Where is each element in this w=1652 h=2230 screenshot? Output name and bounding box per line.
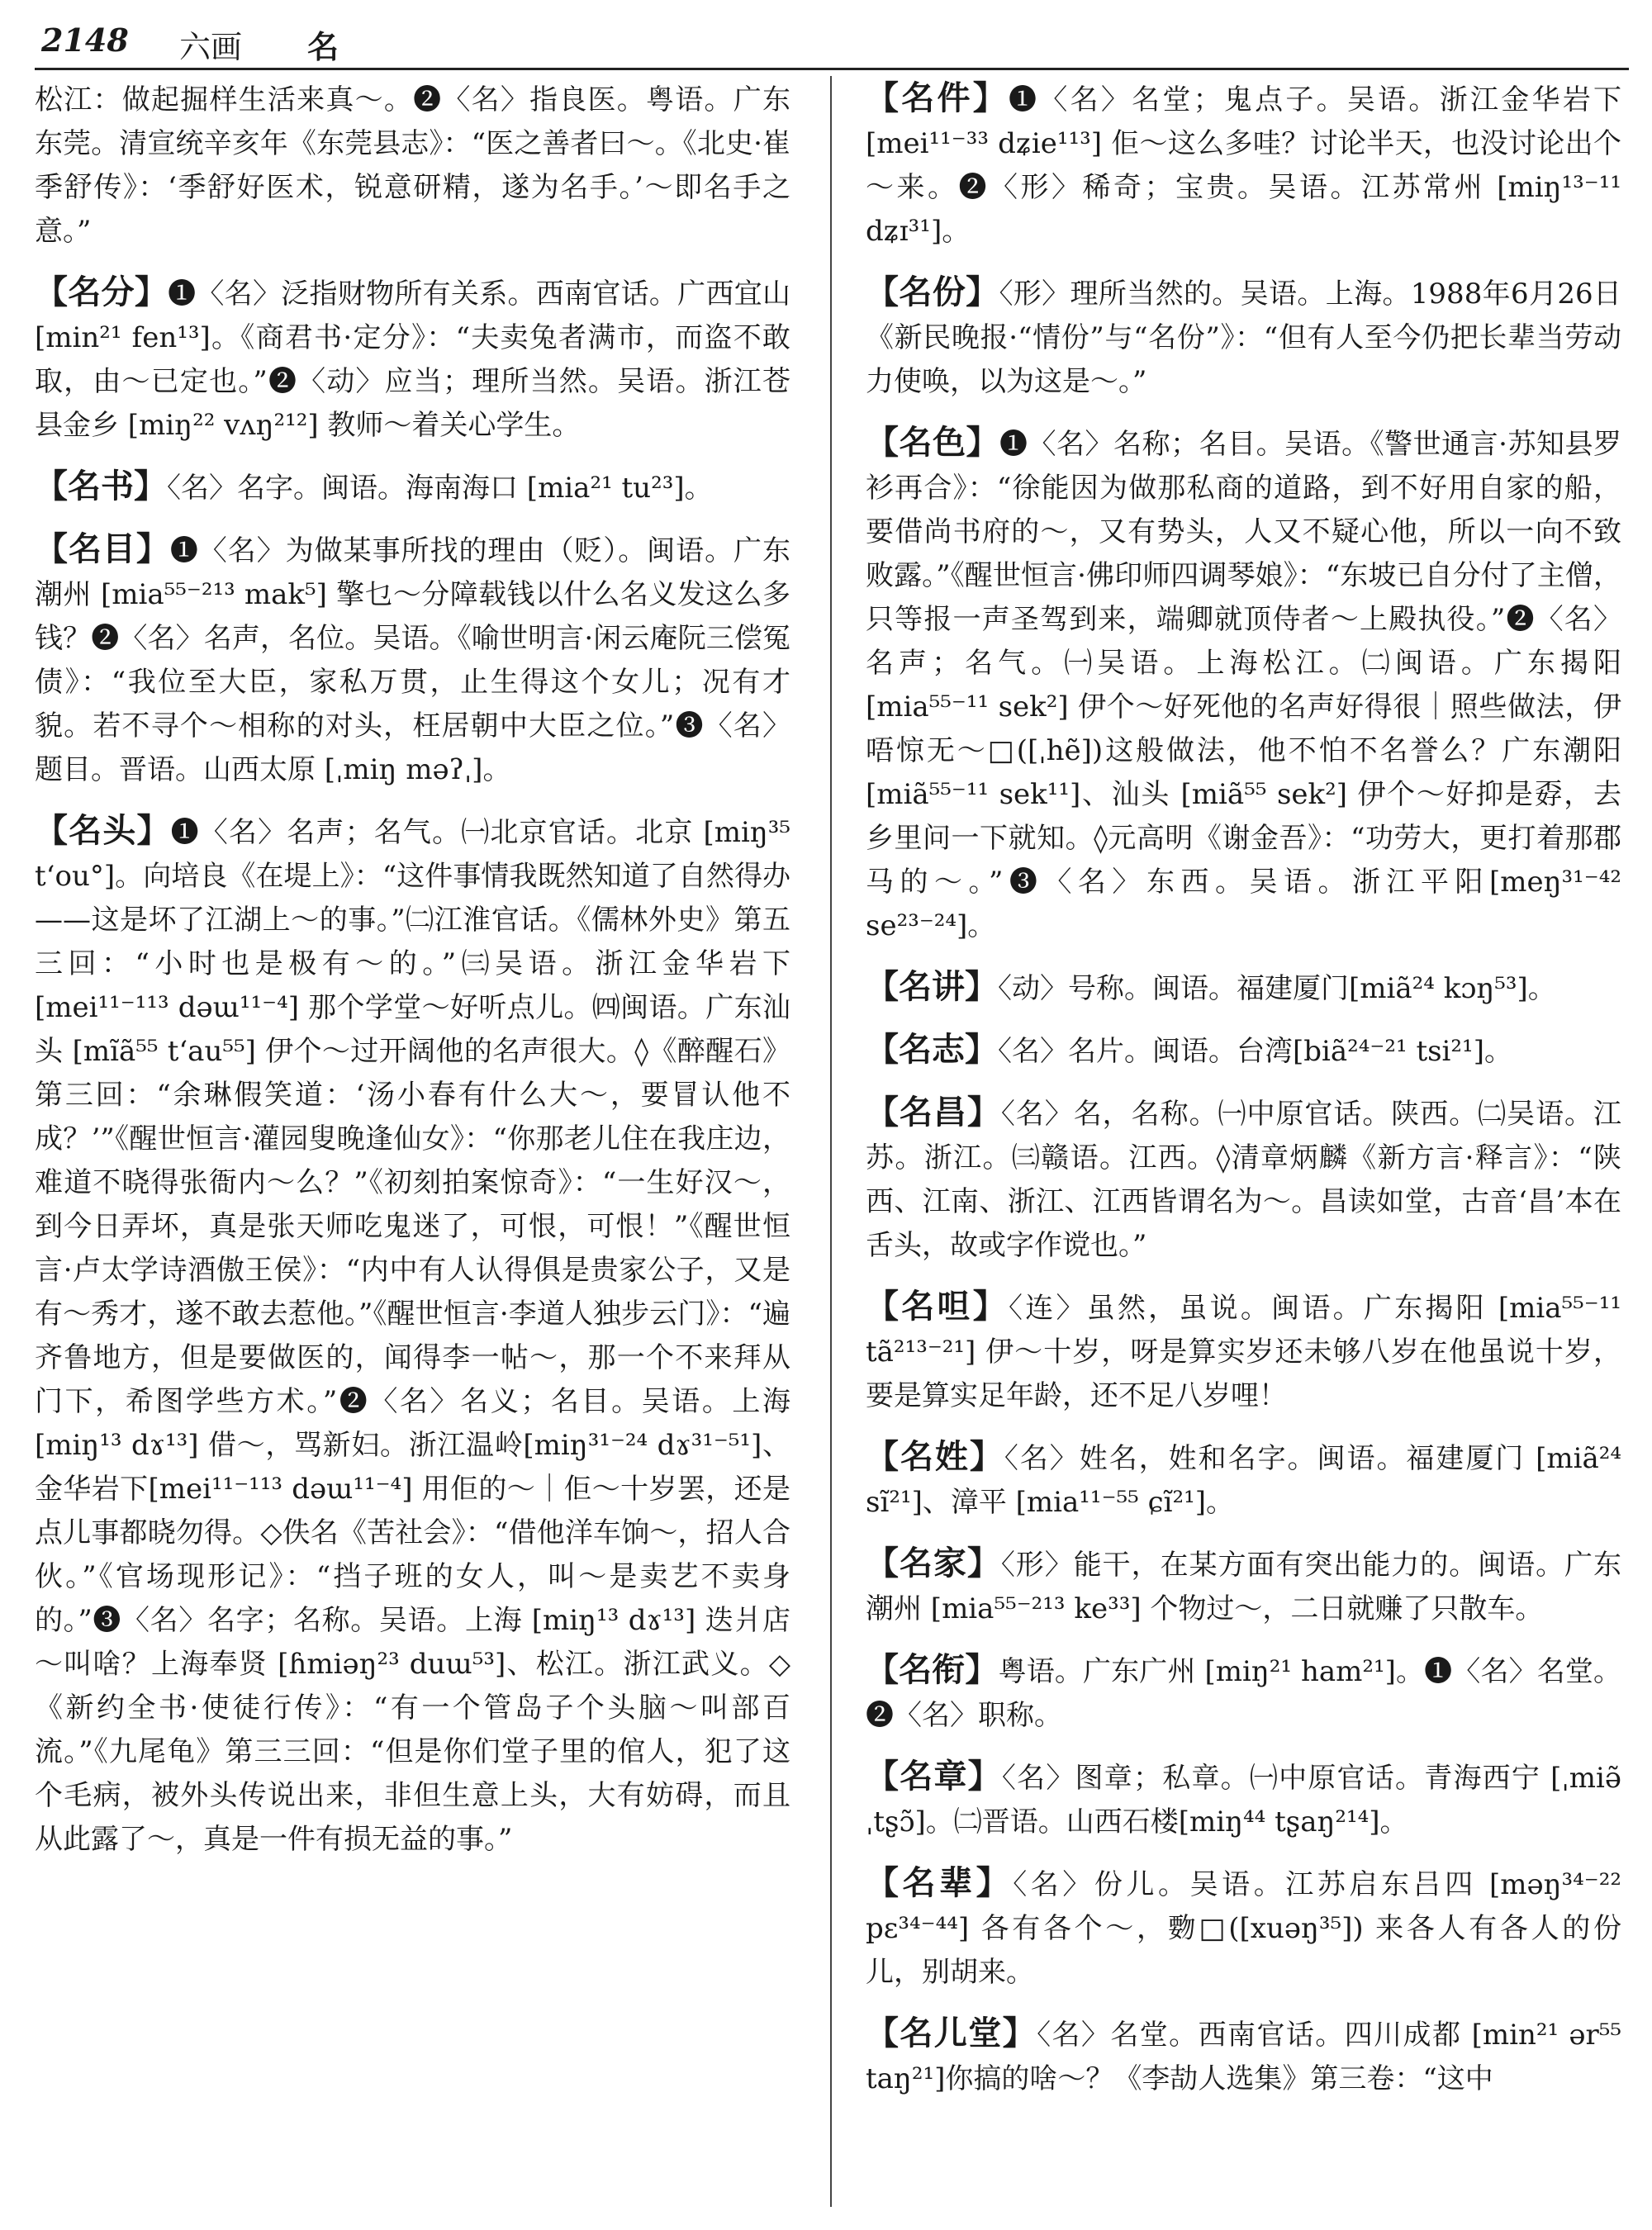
entry-headword: 【名家】 (866, 1544, 1001, 1582)
entry-definition: ❶〈名〉为做某事所找的理由（贬）。闽语。广东潮州 [mia⁵⁵⁻²¹³ mak⁵] 擎乜～分障载钱以什么名义发这么多钱？❷〈名〉名声，名位。吴语。《喻世明言·闲云庵阮三偿冤债》：“我位至大臣，家私万贯，止生得这个女儿；况有才貌。若不寻个～相称的对头，枉居朝中大臣之位。”❸〈名〉题目。晋语。山西太原 [ˌmiŋ məʔˌ]。 (35, 534, 791, 786)
entry-headword: 【名昌】 (866, 1093, 1001, 1132)
entry-definition: 〈动〉号称。闽语。福建厦门[miã²⁴ kɔŋ⁵³]。 (998, 972, 1556, 1005)
entry-headword: 【名儿堂】 (866, 2014, 1037, 2052)
header-character: 名 (307, 28, 339, 65)
column-divider (830, 76, 832, 2207)
dictionary-entry (866, 1754, 1621, 1844)
entry-definition: 〈名〉名字。闽语。海南海口 [mia²¹ tu²³]。 (167, 472, 713, 505)
entry-headword: 【名讲】 (866, 967, 998, 1006)
page-number: 2148 (41, 21, 129, 59)
entry-definition: 〈名〉图章；私章。㈠中原官话。青海西宁 [ˌmiə̃ ˌtʂɔ̃]。㈡晋语。山西石楼[miŋ⁴⁴ tʂaŋ²¹⁴]。 (866, 1762, 1621, 1839)
dictionary-entry (866, 1435, 1621, 1525)
entry-definition: ❶〈名〉名堂；鬼点子。吴语。浙江金华岩下 [mei¹¹⁻³³ dʑie¹¹³] 佢～这么多哇？讨论半天，也没讨论出个～来。❷〈形〉稀奇；宝贵。吴语。江苏常州 [miŋ¹³⁻¹¹ dʑɪ³¹]。 (866, 83, 1622, 248)
dictionary-entry (866, 270, 1621, 404)
entry-definition: 〈形〉能干，在某方面有突出能力的。闽语。广东潮州 [mia⁵⁵⁻²¹³ ke³³] 个物过～，二日就赚了只散车。 (866, 1549, 1622, 1625)
dictionary-entry (35, 809, 790, 1862)
right-column (866, 76, 1621, 2118)
running-header (35, 17, 1629, 70)
dictionary-entry (866, 1027, 1621, 1074)
dictionary-entry (866, 420, 1621, 948)
entry-definition: 〈连〉虽然，虽说。闽语。广东揭阳 [mia⁵⁵⁻¹¹ tã²¹³⁻²¹] 伊～十岁，呀是算实岁还未够八岁在他虽说十岁，要是算实足年龄，还不足八岁哩！ (866, 1292, 1622, 1412)
entry-definition: 松江：做起掘样生活来真～。❷〈名〉指良医。粤语。广东东莞。清宣统辛亥年《东莞县志》：“医之善者曰～。《北史·崔季舒传》：‘季舒好医术，锐意研精，遂为名手。’～即名手之意。” (35, 83, 790, 248)
dictionary-entry (866, 1284, 1621, 1418)
dictionary-entry (866, 2011, 1621, 2101)
left-column (35, 76, 790, 1878)
dictionary-entry (866, 965, 1621, 1011)
entry-headword: 【名姓】 (866, 1437, 1004, 1476)
entry-headword: 【名呾】 (866, 1287, 1009, 1326)
dictionary-entry (35, 76, 790, 254)
dictionary-entry (866, 76, 1621, 254)
dictionary-entry (866, 1861, 1621, 1995)
dictionary-entry (866, 1090, 1621, 1268)
entry-definition: 〈名〉名片。闽语。台湾[biã²⁴⁻²¹ tsi²¹]。 (998, 1035, 1512, 1068)
entry-headword: 【名头】 (35, 811, 171, 850)
entry-headword: 【名目】 (35, 529, 170, 568)
entry-definition: 〈名〉姓名，姓和名字。闽语。福建厦门 [miã²⁴ sĩ²¹]、漳平 [mia¹¹⁻⁵⁵ ɕĩ²¹]。 (866, 1442, 1621, 1519)
entry-definition: 粤语。广东广州 [miŋ²¹ ham²¹]。❶〈名〉名堂。❷〈名〉职称。 (866, 1655, 1621, 1732)
dictionary-entry (866, 1648, 1621, 1738)
entry-definition: ❶〈名〉泛指财物所有关系。西南官话。广西宜山[min²¹ fen¹³]。《商君书·定分》：“夫卖兔者满市，而盗不敢取，由～已定也。”❷〈动〉应当；理所当然。吴语。浙江苍县金乡 [miŋ²² vʌŋ²¹²] 教师～着关心学生。 (35, 278, 791, 442)
entry-headword: 【名志】 (866, 1030, 998, 1069)
entry-definition: ❶〈名〉名称；名目。吴语。《警世通言·苏知县罗衫再合》：“徐能因为做那私商的道路，到不好用自家的船，要借尚书府的～，又有势头，人又不疑心他，所以一向不致败露。”《醒世恒言·佛印师四调琴娘》：“东坡已自分付了主僧，只等报一声圣驾到来，端卿就顶侍者～上殿执役。”❷〈名〉名声；名气。㈠吴语。上海松江。㈡闽语。广东揭阳 [mia⁵⁵⁻¹¹ sek²] 伊个～好死他的名声好得很｜照些做法，伊唔惊无～□([ˌhẽ])这般做法，他不怕不名誉么？广东潮阳[miã⁵⁵⁻¹¹ sek¹¹]、汕头 [miã⁵⁵ sek²] 伊个～好抑是孬，去乡里问一下就知。◊元高明《谢金吾》：“功劳大，更打着那郡马的～。”❸〈名〉东西。吴语。浙江平阳[meŋ³¹⁻⁴² se²³⁻²⁴]。 (866, 428, 1621, 942)
entry-headword: 【名衔】 (866, 1650, 999, 1689)
dictionary-entry (866, 1541, 1621, 1631)
entry-definition: 〈名〉名堂。西南官话。四川成都 [min²¹ ər⁵⁵ taŋ²¹]你搞的啥～？《李劼人选集》第三卷：“这中 (866, 2019, 1621, 2095)
entry-definition: 〈形〉理所当然的。吴语。上海。1988年6月26日《新民晚报·“情份”与“名份”》：“但有人至今仍把长辈当劳动力使唤，以为这是～。” (866, 278, 1622, 398)
entry-headword: 【名辈】 (866, 1863, 1014, 1902)
entry-headword: 【名分】 (35, 273, 169, 311)
entry-definition: 〈名〉名，名称。㈠中原官话。陕西。㈡吴语。江苏。浙江。㈢赣语。江西。◊清章炳麟《新方言·释言》：“陕西、江南、浙江、江西皆谓名为～。昌读如堂，古音‘昌’本在舌头，故或字作谠也。” (866, 1098, 1622, 1262)
stroke-count-label: 六画 (179, 29, 243, 65)
dictionary-entry (35, 270, 790, 448)
dictionary-entry (35, 464, 790, 510)
entry-definition: ❶〈名〉名声；名气。㈠北京官话。北京 [miŋ³⁵ tʻou°]。向培良《在堤上》：“这件事情我既然知道了自然得办——这是坏了江湖上～的事。”㈡江淮官话。《儒林外史》第五三回：“小时也是极有～的。”㈢吴语。浙江金华岩下 [mei¹¹⁻¹¹³ dəɯ¹¹⁻⁴] 那个学堂～好听点儿。㈣闽语。广东汕头 [mĩã⁵⁵ tʻau⁵⁵] 伊个～过开阔他的名声很大。◊《醉醒石》第三回：“余琳假笑道：‘汤小春有什么大～，要冒认他不成？’”《醒世恒言·灌园叟晚逢仙女》：“你那老儿住在我庄边，难道不晓得张衙内～么？”《初刻拍案惊奇》：“一生好汉～，到今日弄坏，真是张天师吃鬼迷了，可恨，可恨！”《醒世恒言·卢太学诗酒傲王侯》：“内中有人认得俱是贵家公子，又是有～秀才，遂不敢去惹他。”《醒世恒言·李道人独步云门》：“遍齐鲁地方，但是要做医的，闻得李一帖～，那一个不来拜从门下，希图学些方术。”❷〈名〉名义；名目。吴语。上海 [miŋ¹³ dɤ¹³] 借～，骂新妇。浙江温岭[miŋ³¹⁻²⁴ dɤ³¹⁻⁵¹]、金华岩下[mei¹¹⁻¹¹³ dəɯ¹¹⁻⁴] 用佢的～｜佢～十岁罢，还是点儿事都晓勿得。◇佚名《苦社会》：“借他洋车饷～，招人合伙。”《官场现形记》：“挡子班的女人，叫～是卖艺不卖身的。”❸〈名〉名字；名称。吴语。上海 [miŋ¹³ dɤ¹³] 迭爿店～叫啥？上海奉贤 [ɦmiəŋ²³ duɯ⁵³]、松江。浙江武义。◇《新约全书·使徒行传》：“有一个管岛子个头脑～叫部百流。”《九尾龟》第三三回：“但是你们堂子里的倌人，犯了这个毛病，被外头传说出来，非但生意上头，大有妨碍，而且从此露了～，真是一件有损无益的事。” (35, 816, 791, 1856)
entry-headword: 【名章】 (866, 1757, 1002, 1796)
entry-headword: 【名书】 (35, 467, 167, 505)
entry-headword: 【名件】 (866, 78, 1009, 117)
entry-headword: 【名份】 (866, 273, 999, 311)
entry-definition: 〈名〉份儿。吴语。江苏启东吕四 [məŋ³⁴⁻²² pɛ³⁴⁻⁴⁴] 各有各个～，覅□([xuəŋ³⁵]) 来各人有各人的份儿，别胡来。 (866, 1868, 1622, 1989)
entry-headword: 【名色】 (866, 423, 1000, 462)
dictionary-entry (35, 527, 790, 792)
